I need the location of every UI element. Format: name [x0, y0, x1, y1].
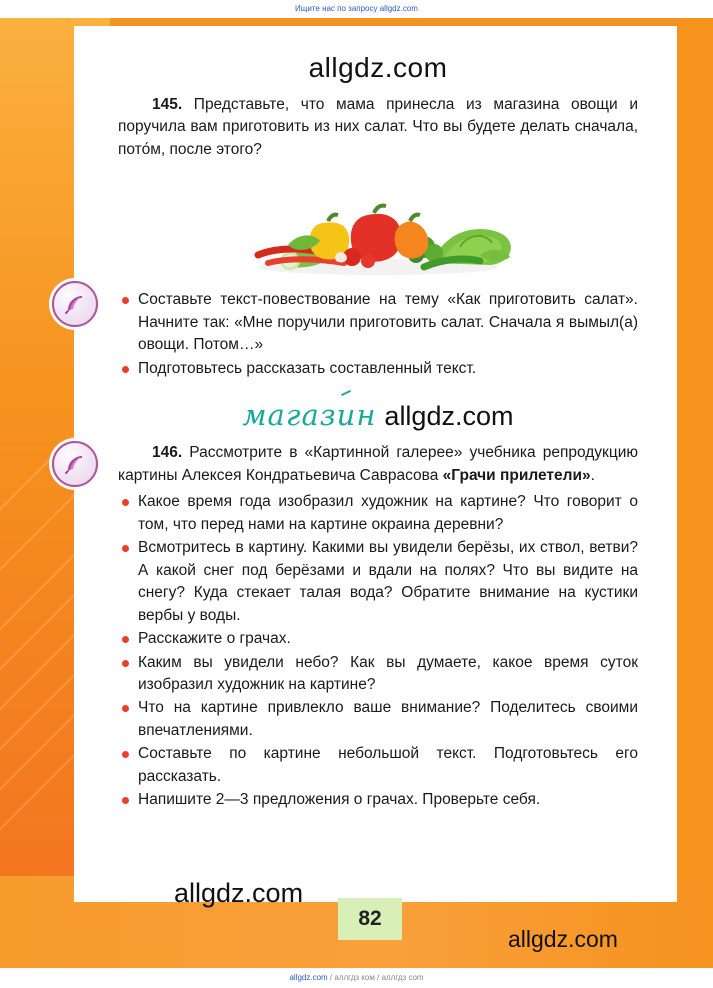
top-watermark-strip	[0, 0, 713, 18]
watermark-bottom-right: allgdz.com	[508, 926, 618, 952]
exercise-145-bullets	[118, 289, 638, 380]
vegetables-photo	[228, 171, 528, 279]
exercise-146-number: 146.	[152, 444, 183, 462]
exercise-145-number: 145.	[152, 96, 183, 113]
exercise-145-intro	[118, 94, 638, 161]
handwriting-row	[118, 398, 638, 432]
exercise-146-painting-title: «Грачи прилетели»	[442, 466, 591, 484]
list-item: Составьте текст-повествование на тему «Как приготовить салат». Начните так: «Мне поручили приготовить салат. Сначала я вымыл(а) овощи. Потом…»	[118, 289, 638, 356]
handwriting-part2: н	[356, 398, 377, 433]
handwriting-word	[243, 398, 377, 432]
list-item: Напишите 2—3 предложения о грачах. Проверьте себя.	[118, 789, 638, 811]
inline-watermark: allgdz.com	[384, 401, 514, 432]
page-number: 82	[338, 898, 402, 940]
handwriting-stressed-letter: и	[336, 398, 357, 433]
footer-watermark-2: аллгдз ком	[334, 973, 375, 982]
feather-badge-146	[52, 441, 98, 487]
exercise-145-intro-text: Представьте, что мама принесла из магазина овощи и поручила вам приготовить из них салат. Что вы будете делать сначала, пото́м, после этого?	[118, 96, 638, 158]
list-item: Составьте по картине небольшой текст. Подготовьтесь его рассказать.	[118, 743, 638, 788]
exercise-146-intro-end: .	[590, 466, 595, 484]
exercise-146-intro-text: Рассмотрите в «Картинной галерее» учебника репродукцию картины Алексея Кондратьевича Саврасова	[118, 444, 638, 484]
feather-badge-145	[52, 281, 98, 327]
exercise-146-intro	[118, 442, 638, 487]
footer-watermark-3: аллгдз com	[381, 973, 424, 982]
handwriting-part1: магаз	[242, 398, 337, 433]
vegetables-image-wrap	[118, 171, 638, 283]
textbook-page	[0, 18, 713, 968]
list-item: Что на картине привлекло ваше внимание? Поделитесь своими впечатлениями.	[118, 697, 638, 742]
list-item: Каким вы увидели небо? Как вы думаете, какое время суток изобразил художник на картине?	[118, 652, 638, 697]
top-watermark-text: Ищите нас по запросу allgdz.com	[295, 4, 418, 13]
watermark-bottom-left: allgdz.com	[174, 878, 304, 908]
footer-separator-1: /	[329, 973, 333, 982]
footer-separator-2: /	[377, 973, 380, 982]
list-item: Подготовьтесь рассказать составленный текст.	[118, 358, 638, 380]
feather-icon	[63, 292, 87, 316]
content-sheet	[74, 26, 677, 902]
list-item: Расскажите о грачах.	[118, 628, 638, 650]
bottom-watermark-strip	[0, 968, 713, 988]
exercise-146-bullets	[118, 491, 638, 812]
content-column	[118, 40, 638, 813]
list-item: Всмотритесь в картину. Какими вы увидели берёзы, их ствол, ветви? А какой снег под берёзами и вдали на полях? Что вы видите на снегу? Куда стекает талая вода? Обратите внимание на кустики вербы у воды.	[118, 537, 638, 627]
feather-icon	[63, 452, 87, 476]
list-item: Какое время года изобразил художник на картине? Что говорит о том, что перед нами на картине окраина деревни?	[118, 491, 638, 536]
site-title-watermark: allgdz.com	[308, 52, 448, 83]
footer-watermark-1: allgdz.com	[289, 973, 328, 982]
